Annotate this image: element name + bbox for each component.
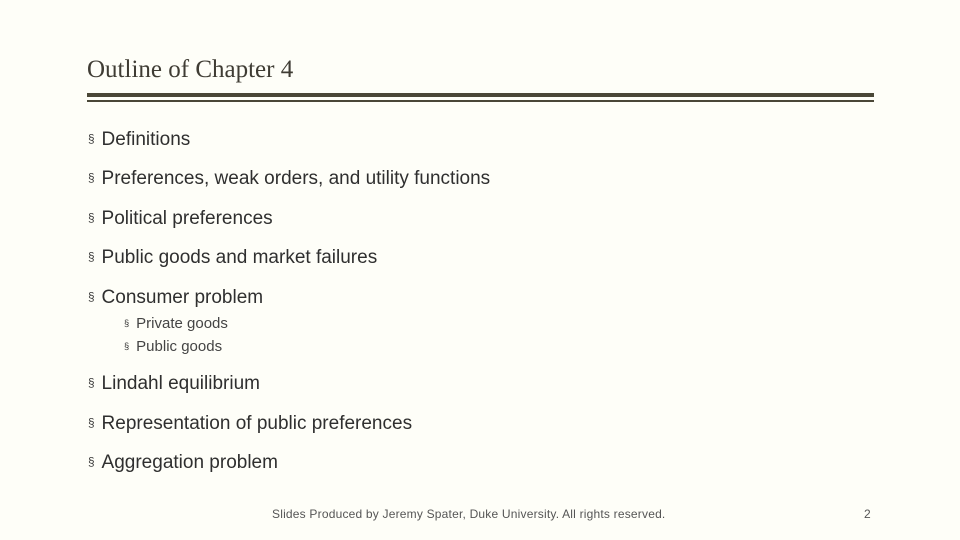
bullet-marker-icon: § — [88, 377, 95, 391]
bullet-text: Lindahl equilibrium — [101, 373, 260, 394]
slide-footer: Slides Produced by Jeremy Spater, Duke University. All rights reserved. — [272, 507, 666, 521]
bullet-item — [88, 247, 377, 269]
bullet-marker-icon: § — [88, 456, 95, 470]
bullet-marker-icon: § — [88, 212, 95, 226]
page-number: 2 — [864, 507, 871, 521]
bullet-item — [88, 208, 273, 230]
bullet-item — [88, 373, 260, 395]
bullet-text: Definitions — [101, 129, 191, 150]
bullet-text: Aggregation problem — [101, 452, 278, 473]
bullet-item — [88, 452, 278, 474]
bullet-item — [88, 287, 263, 309]
sub-bullet-text: Private goods — [136, 315, 228, 332]
bullet-item — [88, 413, 412, 435]
bullet-marker-icon: § — [124, 317, 130, 328]
slide-title: Outline of Chapter 4 — [87, 56, 294, 83]
title-divider-thin — [87, 100, 874, 102]
title-divider-thick — [87, 93, 874, 97]
sub-bullet-item — [124, 338, 222, 355]
bullet-text: Preferences, weak orders, and utility functions — [101, 168, 491, 189]
bullet-marker-icon: § — [88, 291, 95, 305]
bullet-marker-icon: § — [88, 133, 95, 147]
bullet-marker-icon: § — [88, 172, 95, 186]
bullet-text: Public goods and market failures — [101, 247, 378, 268]
bullet-marker-icon: § — [124, 340, 130, 351]
bullet-item — [88, 168, 490, 190]
bullet-text: Consumer problem — [101, 287, 264, 308]
bullet-marker-icon: § — [88, 251, 95, 265]
bullet-text: Political preferences — [101, 208, 273, 229]
bullet-item — [88, 129, 190, 151]
sub-bullet-item — [124, 315, 228, 332]
bullet-marker-icon: § — [88, 417, 95, 431]
bullet-text: Representation of public preferences — [101, 413, 413, 434]
sub-bullet-text: Public goods — [136, 338, 223, 355]
